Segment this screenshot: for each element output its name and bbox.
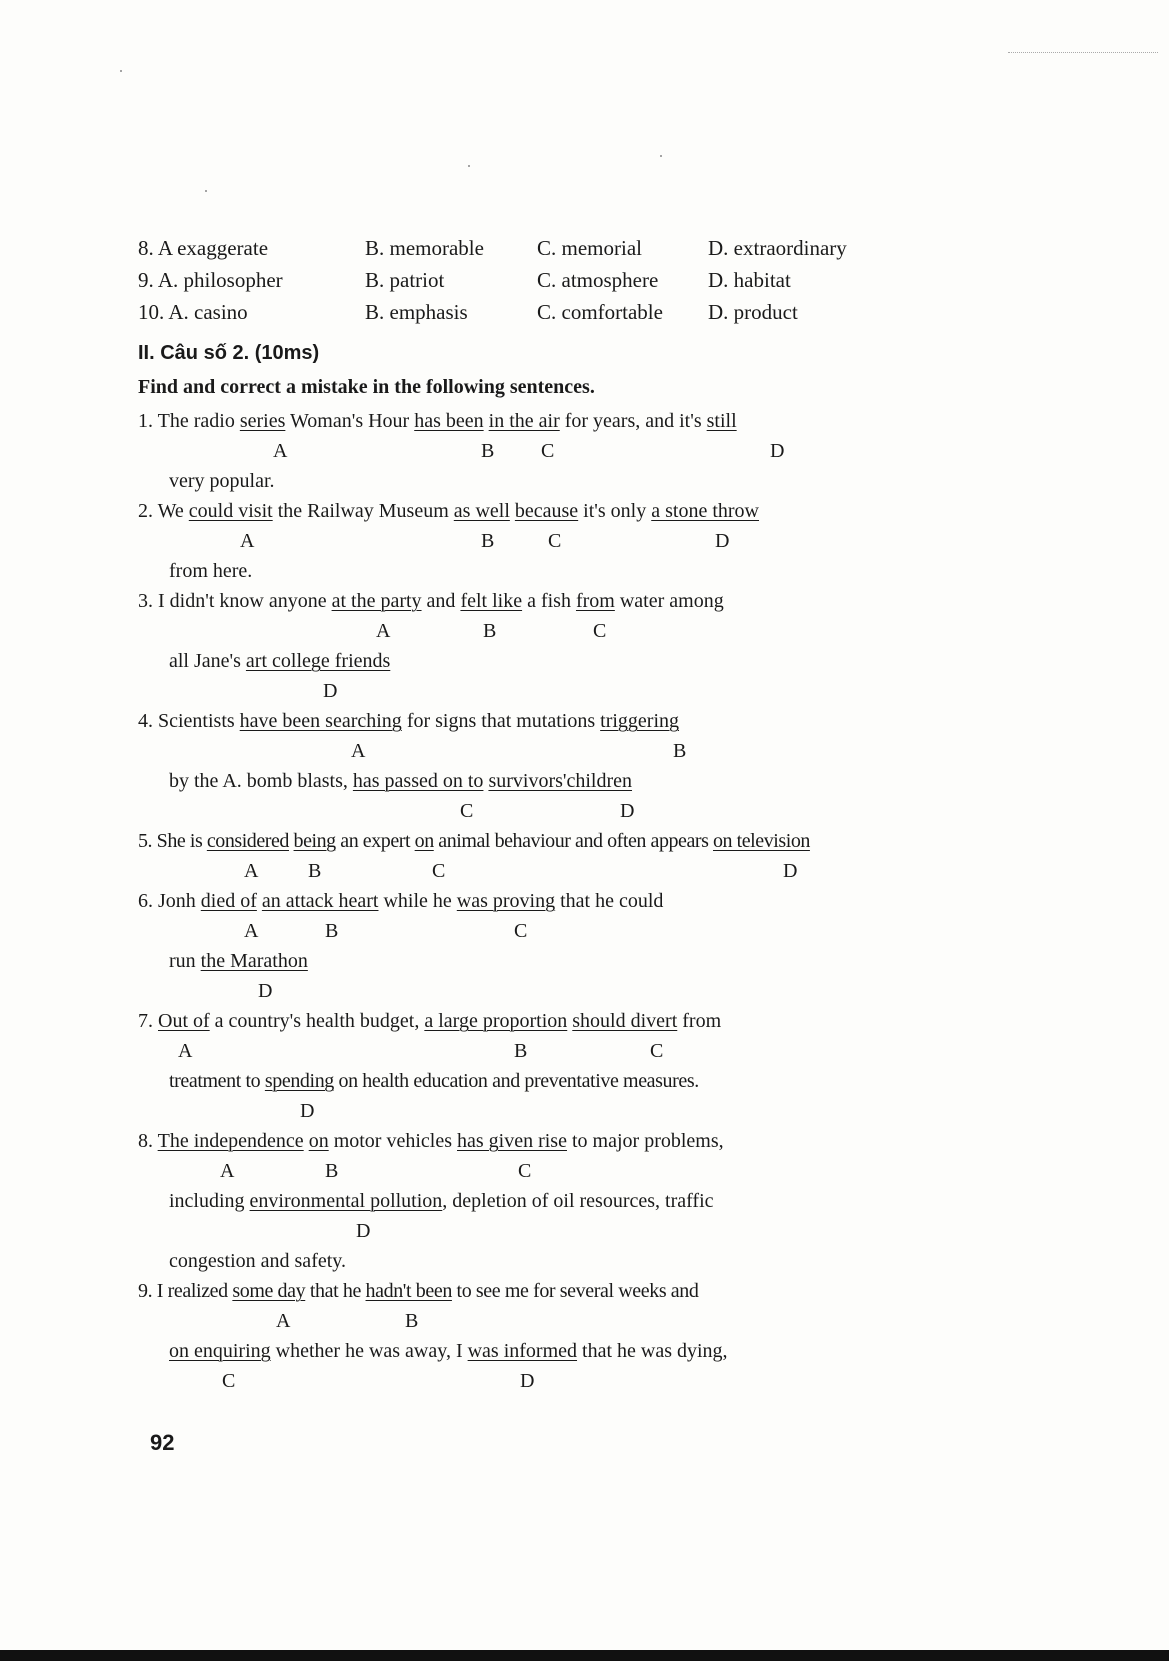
sentence-text: to major problems, xyxy=(566,1130,724,1152)
sentence-text: 2. We xyxy=(138,500,189,522)
sentence-text: 3. I didn't know anyone xyxy=(138,590,332,612)
option-letters xyxy=(138,1306,918,1336)
sentence-text: 5. She is xyxy=(138,830,207,852)
underlined-option: has passed on to xyxy=(352,770,484,792)
scan-speck xyxy=(205,190,207,192)
option-letter: B xyxy=(673,740,687,762)
option-letters xyxy=(138,1366,918,1396)
sentence-text: an expert xyxy=(335,830,415,852)
sentence-line xyxy=(138,586,918,616)
sentence-text: all Jane's xyxy=(169,650,246,672)
scan-speck xyxy=(660,155,662,157)
scan-mark xyxy=(1008,52,1158,53)
sentence-line xyxy=(138,406,918,436)
sentence-text: Woman's Hour xyxy=(285,410,415,432)
option-a: 9. A. philosopher xyxy=(138,268,283,292)
option-letters xyxy=(138,436,918,466)
sentence-text: whether he was away, I xyxy=(270,1340,468,1362)
sentence-text: 9. I realized xyxy=(138,1280,233,1302)
underlined-option: on television xyxy=(713,830,810,852)
underlined-option: should divert xyxy=(572,1010,678,1032)
option-letters xyxy=(138,526,918,556)
option-letter: D xyxy=(715,530,730,552)
scan-edge xyxy=(0,1650,1169,1661)
sentence-text: it's only xyxy=(578,500,652,522)
option-letter: A xyxy=(220,1160,235,1182)
question-1 xyxy=(138,406,918,496)
underlined-option: hadn't been xyxy=(365,1280,452,1302)
sentence-text: motor vehicles xyxy=(328,1130,457,1152)
sentence-text: 7. xyxy=(138,1010,158,1032)
sentence-text: by the A. bomb blasts, xyxy=(169,770,353,792)
sentence-line xyxy=(138,946,918,976)
underlined-option: died of xyxy=(200,890,257,912)
option-c: C. atmosphere xyxy=(537,268,659,292)
sentence-text: water among xyxy=(614,590,724,612)
underlined-option: spending xyxy=(264,1070,334,1092)
instruction: Find and correct a mistake in the following sentences. xyxy=(138,376,595,398)
underlined-option: still xyxy=(706,410,737,432)
scan-speck xyxy=(120,70,122,72)
option-letter: A xyxy=(240,530,255,552)
option-b: B. patriot xyxy=(365,268,445,292)
option-letter: B xyxy=(325,920,339,942)
option-b: B. emphasis xyxy=(365,300,468,324)
option-letter: C xyxy=(518,1160,532,1182)
underlined-option: some day xyxy=(232,1280,306,1302)
sentence-text: run xyxy=(169,950,201,972)
option-letters xyxy=(138,1156,918,1186)
option-a: 10. A. casino xyxy=(138,300,248,324)
sentence-text: 6. Jonh xyxy=(138,890,201,912)
sentence-text: the Railway Museum xyxy=(272,500,454,522)
option-letters xyxy=(138,916,918,946)
sentence-line xyxy=(138,766,918,796)
option-letters xyxy=(138,796,918,826)
option-letter: A xyxy=(244,920,259,942)
option-letter: B xyxy=(481,530,495,552)
sentence-text: that he was dying, xyxy=(577,1340,728,1362)
sentence-text: 4. Scientists xyxy=(138,710,240,732)
option-letter: C xyxy=(432,860,446,882)
option-letter: A xyxy=(273,440,288,462)
sentence-text: , depletion of oil resources, traffic xyxy=(442,1190,714,1212)
option-letter: D xyxy=(783,860,798,882)
option-letter: C xyxy=(514,920,528,942)
underlined-option: could visit xyxy=(188,500,273,522)
option-letter: A xyxy=(276,1310,291,1332)
underlined-option: on xyxy=(308,1130,329,1152)
sentence-text: a fish xyxy=(522,590,576,612)
underlined-option: felt like xyxy=(460,590,523,612)
sentence-line: very popular. xyxy=(169,470,275,492)
option-letter: D xyxy=(356,1220,371,1242)
option-c: C. comfortable xyxy=(537,300,663,324)
sentence-text: including xyxy=(169,1190,250,1212)
option-letters xyxy=(138,1216,918,1246)
underlined-option: has given rise xyxy=(457,1130,567,1152)
sentence-line xyxy=(138,1276,918,1306)
question-7 xyxy=(138,1006,918,1126)
option-letter: D xyxy=(620,800,635,822)
option-letter: A xyxy=(244,860,259,882)
sentence-line xyxy=(138,496,918,526)
question-5 xyxy=(138,826,918,886)
option-letter: D xyxy=(258,980,273,1002)
option-letter: C xyxy=(460,800,474,822)
pronunciation-options xyxy=(138,236,918,332)
question-4 xyxy=(138,706,918,826)
sentence-text: while he xyxy=(378,890,457,912)
option-b: B. memorable xyxy=(365,236,484,260)
question-2 xyxy=(138,496,918,586)
sentence-text: a country's health budget, xyxy=(209,1010,425,1032)
sentence-text: from xyxy=(677,1010,722,1032)
underlined-option: being xyxy=(293,830,336,852)
option-letters xyxy=(138,1036,918,1066)
underlined-option: because xyxy=(514,500,579,522)
underlined-option: environmental pollution xyxy=(249,1190,443,1212)
option-letter: D xyxy=(770,440,785,462)
underlined-option: have been searching xyxy=(239,710,402,732)
underlined-option: The independence xyxy=(157,1130,304,1152)
option-letter: B xyxy=(514,1040,528,1062)
underlined-option: as well xyxy=(453,500,510,522)
option-row xyxy=(138,268,918,300)
option-letter: B xyxy=(483,620,497,642)
sentence-text: 8. xyxy=(138,1130,158,1152)
option-letter: A xyxy=(178,1040,193,1062)
option-letter: D xyxy=(323,680,338,702)
option-letters xyxy=(138,1096,918,1126)
option-letter: A xyxy=(376,620,391,642)
sentence-line: from here. xyxy=(169,560,253,582)
option-d: D. habitat xyxy=(708,268,791,292)
sentence-line: congestion and safety. xyxy=(169,1250,346,1272)
option-letters xyxy=(138,856,918,886)
sentence-line xyxy=(138,826,918,856)
sentence-text: that he could xyxy=(555,890,664,912)
question-8 xyxy=(138,1126,918,1276)
option-d: D. extraordinary xyxy=(708,236,847,260)
sentence-line xyxy=(138,706,918,736)
underlined-option: on xyxy=(414,830,434,852)
sentence-line xyxy=(138,886,918,916)
option-letters xyxy=(138,976,918,1006)
underlined-option: has been xyxy=(414,410,484,432)
question-6 xyxy=(138,886,918,1006)
worksheet-page xyxy=(138,236,918,1396)
option-letters xyxy=(138,736,918,766)
option-letter: B xyxy=(405,1310,419,1332)
underlined-option: Out of xyxy=(158,1010,210,1032)
underlined-option: in the air xyxy=(488,410,560,432)
underlined-option: art college friends xyxy=(245,650,391,672)
option-letter: C xyxy=(650,1040,664,1062)
option-row xyxy=(138,236,918,268)
option-letter: C xyxy=(548,530,562,552)
sentence-line xyxy=(138,1186,918,1216)
option-a: 8. A exaggerate xyxy=(138,236,269,260)
underlined-option: from xyxy=(575,590,615,612)
scan-speck xyxy=(468,165,470,167)
sentence-line xyxy=(138,1126,918,1156)
sentence-line xyxy=(138,1006,918,1036)
option-letter: B xyxy=(308,860,322,882)
question-3 xyxy=(138,586,918,706)
sentence-text: to see me for several weeks and xyxy=(451,1280,699,1302)
option-row xyxy=(138,300,918,332)
option-letter: D xyxy=(300,1100,315,1122)
sentence-text: that he xyxy=(305,1280,366,1302)
option-letter: B xyxy=(325,1160,339,1182)
option-d: D. product xyxy=(708,300,798,324)
underlined-option: a large proportion xyxy=(424,1010,568,1032)
sentence-line xyxy=(138,1066,918,1096)
underlined-option: an attack heart xyxy=(261,890,379,912)
option-letter: A xyxy=(351,740,366,762)
option-c: C. memorial xyxy=(537,236,642,260)
sentence-line xyxy=(138,1336,918,1366)
option-letters xyxy=(138,616,918,646)
option-letter: C xyxy=(222,1370,236,1392)
option-letters xyxy=(138,676,918,706)
page-number: 92 xyxy=(150,1430,175,1455)
sentence-line xyxy=(138,646,918,676)
option-letter: C xyxy=(541,440,555,462)
underlined-option: considered xyxy=(206,830,289,852)
underlined-option: at the party xyxy=(331,590,422,612)
underlined-option: was informed xyxy=(467,1340,578,1362)
question-9 xyxy=(138,1276,918,1396)
underlined-option: series xyxy=(239,410,286,432)
underlined-option: survivors'children xyxy=(488,770,633,792)
option-letter: C xyxy=(593,620,607,642)
underlined-option: on enquiring xyxy=(169,1340,271,1362)
sentence-text: and xyxy=(421,590,461,612)
sentence-text: for years, and it's xyxy=(559,410,707,432)
option-letter: D xyxy=(520,1370,535,1392)
sentence-text: animal behaviour and often appears xyxy=(433,830,713,852)
option-letter: B xyxy=(481,440,495,462)
section-title: II. Câu số 2. (10ms) xyxy=(138,342,320,364)
underlined-option: was proving xyxy=(456,890,556,912)
underlined-option: triggering xyxy=(600,710,680,732)
sentence-text: 1. The radio xyxy=(138,410,240,432)
sentence-text: treatment to xyxy=(169,1070,265,1092)
sentence-text: on health education and preventative measures. xyxy=(333,1070,699,1092)
underlined-option: a stone throw xyxy=(651,500,759,522)
underlined-option: the Marathon xyxy=(200,950,308,972)
sentence-text: for signs that mutations xyxy=(401,710,601,732)
